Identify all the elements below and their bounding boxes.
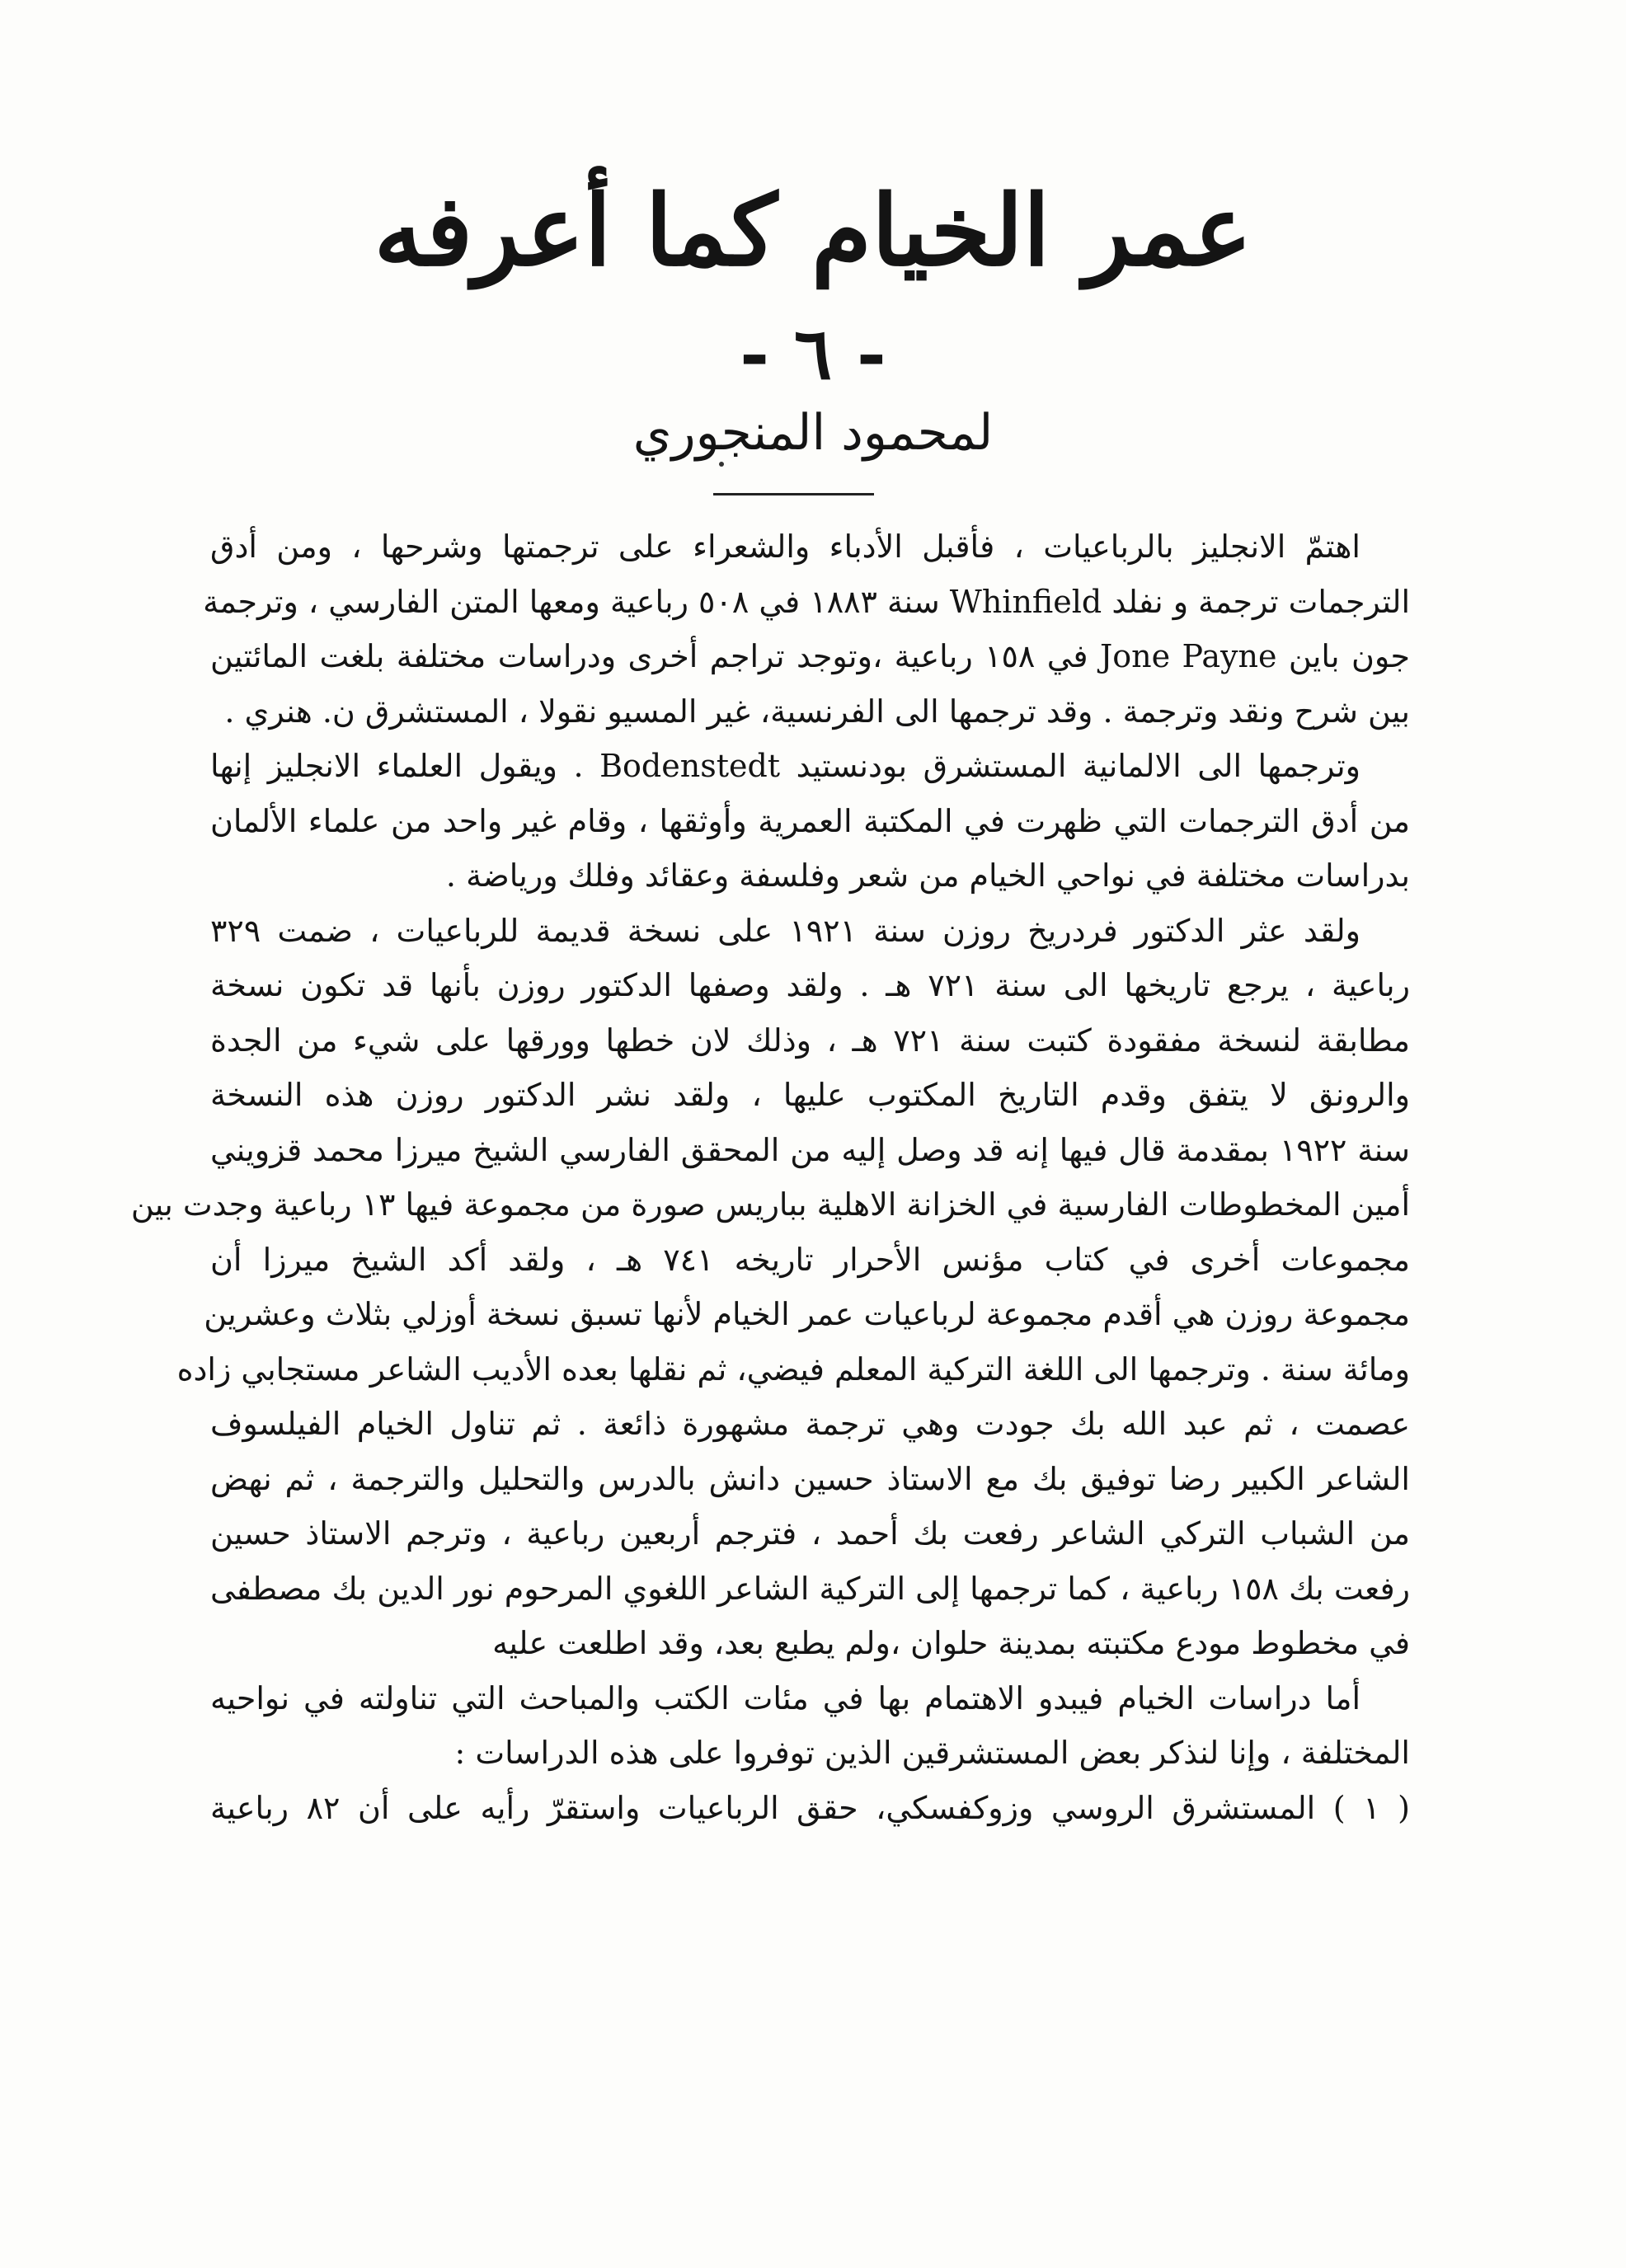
body-line: عصمت ، ثم عبد الله بك جودت وهي ترجمة مشهورة ذائعة . ثم تناول الخيام الفيلسوف [210, 1406, 1410, 1442]
body-line: أمين المخطوطات الفارسية في الخزانة الاهلية بباريس صورة من مجموعة فيها ١٣ رباعية وجدت بين [130, 1186, 1410, 1223]
body-line: بين شرح ونقد وترجمة . وقد ترجمها الى الفرنسية، غير المسيو نقولا ، المستشرق ن. هنري . [224, 693, 1410, 730]
body-line: وترجمها الى الالمانية المستشرق بودنستيد Bodenstedt . ويقول العلماء الانجليز إنها [210, 748, 1360, 784]
body-line: أما دراسات الخيام فيبدو الاهتمام بها في مئات الكتب والمباحث التي تناولته في نواحيه [210, 1679, 1360, 1716]
body-line: في مخطوط مودع مكتبته بمدينة حلوان ،ولم يطبع بعد، وقد اطلعت عليه [492, 1625, 1410, 1661]
body-line: مطابقة لنسخة مفقودة كتبت سنة ٧٢١ هـ ، وذلك لان خطها وورقها على شيء من الجدة [210, 1021, 1410, 1059]
part-number: - ٦ - [740, 312, 886, 396]
body-line: رباعية ، يرجع تاريخها الى سنة ٧٢١ هـ . ولقد وصفها الدكتور روزن بأنها قد تكون نسخة [210, 967, 1410, 1003]
article-title: عمر الخيام كما أعرفه [374, 173, 1252, 288]
body-line: من أدق الترجمات التي ظهرت في المكتبة العمرية وأوثقها ، وقام غير واحد من علماء الألمان [210, 802, 1410, 839]
body-line: رفعت بك ١٥٨ رباعية ، كما ترجمها إلى التركية الشاعر اللغوي المرحوم نور الدين بك مصطفى [210, 1570, 1411, 1607]
body-line: جون باين Jone Payne في ١٥٨ رباعية ،وتوجد تراجم أخرى ودراسات مختلفة بلغت المائتين [210, 638, 1411, 674]
body-line: ومائة سنة . وترجمها الى اللغة التركية المعلم فيضي، ثم نقلها بعده الأديب الشاعر مستجابي زاده [176, 1350, 1410, 1388]
article-body [130, 519, 1411, 1835]
body-line: اهتمّ الانجليز بالرباعيات ، فأقبل الأدباء والشعراء على ترجمتها وشرحها ، ومن أدق [210, 528, 1360, 565]
body-line: بدراسات مختلفة في نواحي الخيام من شعر وفلسفة وعقائد وفلك ورياضة . [445, 857, 1410, 894]
body-line: والرونق لا يتفق وقدم التاريخ المكتوب عليها ، ولقد نشر الدكتور روزن هذه النسخة [210, 1077, 1410, 1113]
body-line: مجموعات أخرى في كتاب مؤنس الأحرار تاريخه ٧٤١ هـ ، ولقد أكد الشيخ ميرزا أن [210, 1241, 1411, 1278]
body-line: من الشباب التركي الشاعر رفعت بك أحمد ، فترجم أربعين رباعية ، وترجم الاستاذ حسين [210, 1515, 1410, 1552]
author-byline: لمحمود المنجوري [632, 404, 994, 462]
body-line: ( ١ ) المستشرق الروسي وزوكفسكي، حقق الرباعيات واستقرّ رأيه على أن ٨٢ رباعية [210, 1789, 1410, 1826]
body-line: ولقد عثر الدكتور فردريخ روزن سنة ١٩٢١ على نسخة قديمة للرباعيات ، ضمت ٣٢٩ [210, 912, 1360, 949]
body-line: المختلفة ، وإنا لنذكر بعض المستشرقين الذين توفروا على هذه الدراسات : [454, 1735, 1410, 1771]
decorative-dot [719, 462, 724, 467]
body-line: الشاعر الكبير رضا توفيق بك مع الاستاذ حسين دانش بالدرس والتحليل والترجمة ، ثم نهض [210, 1460, 1410, 1497]
title-divider [713, 493, 874, 495]
body-line: سنة ١٩٢٢ بمقدمة قال فيها إنه قد وصل إليه من المحقق الفارسي الشيخ ميرزا محمد قزويني [210, 1131, 1410, 1168]
body-line: مجموعة روزن هي أقدم مجموعة لرباعيات عمر الخيام لأنها تسبق نسخة أوزلي بثلاث وعشرين [204, 1296, 1410, 1332]
body-line: الترجمات ترجمة و نفلد Whinfield سنة ١٨٨٣ في ٥٠٨ رباعية ومعها المتن الفارسي ، وترجمة [203, 583, 1410, 620]
